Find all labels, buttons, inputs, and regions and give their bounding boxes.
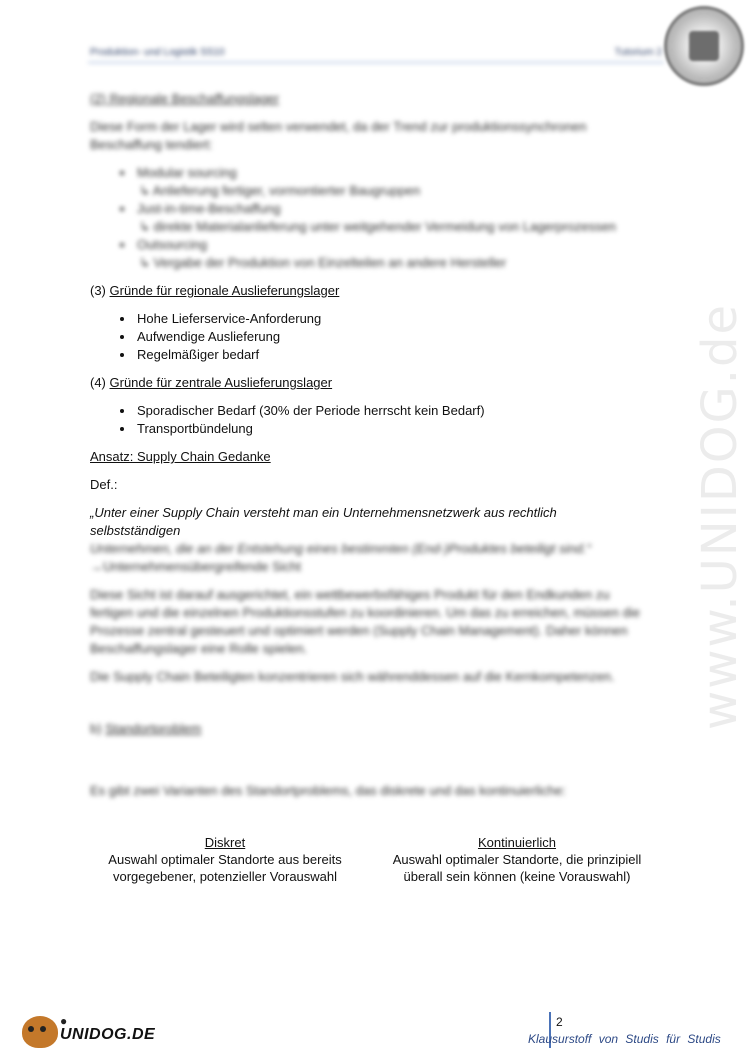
variant-line: vorgegebener, potenzieller Vorauswahl	[112, 869, 338, 884]
list-item-sub: ↳ direkte Materialanlieferung unter weitgehender Vermeidung von Lagerprozessen	[139, 219, 617, 234]
list-item	[135, 236, 650, 272]
section3-prefix: (3)	[90, 283, 106, 298]
header-tutorium: Tutorium 2	[614, 47, 662, 58]
variant-line: überall sein können (keine Vorauswahl)	[403, 869, 631, 884]
variant-line: Auswahl optimaler Standorte aus bereits	[108, 852, 342, 867]
page-header	[88, 44, 664, 63]
section3-title: Gründe für regionale Auslieferungslager	[109, 283, 340, 298]
variant-discrete	[90, 834, 360, 885]
section4-prefix: (4)	[90, 375, 106, 390]
list-item-label: Outsourcing	[137, 237, 208, 252]
location-heading	[90, 720, 650, 738]
list-item-label: Just-in-time-Beschaffung	[137, 201, 281, 216]
section4-heading	[90, 374, 650, 392]
logo-text: UNIDOG.DE	[60, 1026, 156, 1043]
definition-line: „Unter einer Supply Chain versteht man ein Unternehmensnetzwerk aus rechtlich selbstständigen	[90, 505, 557, 538]
list-item: • Sporadischer Bedarf (30% der Periode herrscht kein Bedarf)	[135, 402, 650, 420]
definition-quote	[90, 504, 650, 576]
definition-line: Unternehmen, die an der Entstehung eines bestimmten (End-)Produktes beteiligt sind.“	[90, 541, 591, 556]
section2-intro: Diese Form der Lager wird selten verwendet, da der Trend zur produktionssynchronen Beschaffung tendiert:	[90, 119, 587, 152]
section3-heading	[90, 282, 650, 300]
section2-heading: (2) Regionale Beschaffungslager	[90, 91, 280, 106]
approach-heading: Ansatz: Supply Chain Gedanke	[90, 449, 271, 464]
list-item	[135, 200, 650, 236]
list-item	[135, 164, 650, 200]
footer-tagline: Klausurstoff von Studis für Studis	[528, 1032, 721, 1046]
list-item-sub-text: Vergabe der Produktion von Einzelteilen an andere Hersteller	[153, 255, 507, 270]
definition-label: Def.:	[90, 477, 118, 492]
variant-title: Diskret	[204, 835, 246, 850]
definition-line: →Unternehmensübergreifende Sicht	[90, 559, 302, 574]
list-item-sub-text: direkte Materialanlieferung unter weitgehender Vermeidung von Lagerprozessen	[153, 219, 617, 234]
section4-list	[90, 402, 650, 438]
approach-paragraph: Die Supply Chain Beteiligten konzentrieren sich währenddessen auf die Kernkompetenzen.	[90, 669, 615, 684]
page-number: 2	[556, 1015, 563, 1029]
university-seal	[664, 6, 744, 86]
variant-line: Auswahl optimaler Standorte, die prinzipiell	[392, 852, 642, 867]
paw-icon: ●	[60, 1014, 68, 1028]
location-intro: Es gibt zwei Varianten des Standortproblems, das diskrete und das kontinuierliche:	[90, 783, 566, 798]
list-item: • Aufwendige Auslieferung	[135, 328, 650, 346]
location-prefix: b)	[90, 721, 102, 736]
variant-continuous	[377, 834, 657, 885]
list-item: • Transportbündelung	[135, 420, 650, 438]
list-item: • Regelmäßiger bedarf	[135, 346, 650, 364]
section2-list	[90, 164, 650, 272]
variant-title: Kontinuierlich	[477, 835, 557, 850]
list-item: • Hohe Lieferservice-Anforderung	[135, 310, 650, 328]
list-item-label: Modular sourcing	[137, 165, 237, 180]
header-course: Produktion- und Logistik SS10	[90, 47, 225, 58]
list-item-sub-text: Anlieferung fertiger, vormontierter Baugruppen	[152, 183, 421, 198]
watermark-text: www.UNIDOG.de	[692, 302, 748, 730]
dog-icon	[22, 1016, 58, 1048]
unidog-logo	[22, 1014, 162, 1050]
section4-title: Gründe für zentrale Auslieferungslager	[109, 375, 333, 390]
document-body	[90, 90, 650, 810]
list-item-sub: ↳ Vergabe der Produktion von Einzelteilen an andere Hersteller	[139, 255, 507, 270]
approach-paragraph: Diese Sicht ist darauf ausgerichtet, ein wettbewerbsfähiges Produkt für den Endkunden zu fertigen und die einzelnen Produktionsstufen zu koordinieren. Um das zu erreichen, müssen die Prozesse zentral gesteuert und optimiert werden (Supply Chain Management). Daher können Beschaffungslager eine Rolle spielen.	[90, 587, 640, 656]
section3-list	[90, 310, 650, 364]
location-title: Standortproblem	[105, 721, 202, 736]
section-regional-procurement	[90, 90, 650, 272]
list-item-sub: ↳ Anlieferung fertiger, vormontierter Baugruppen	[139, 183, 421, 198]
